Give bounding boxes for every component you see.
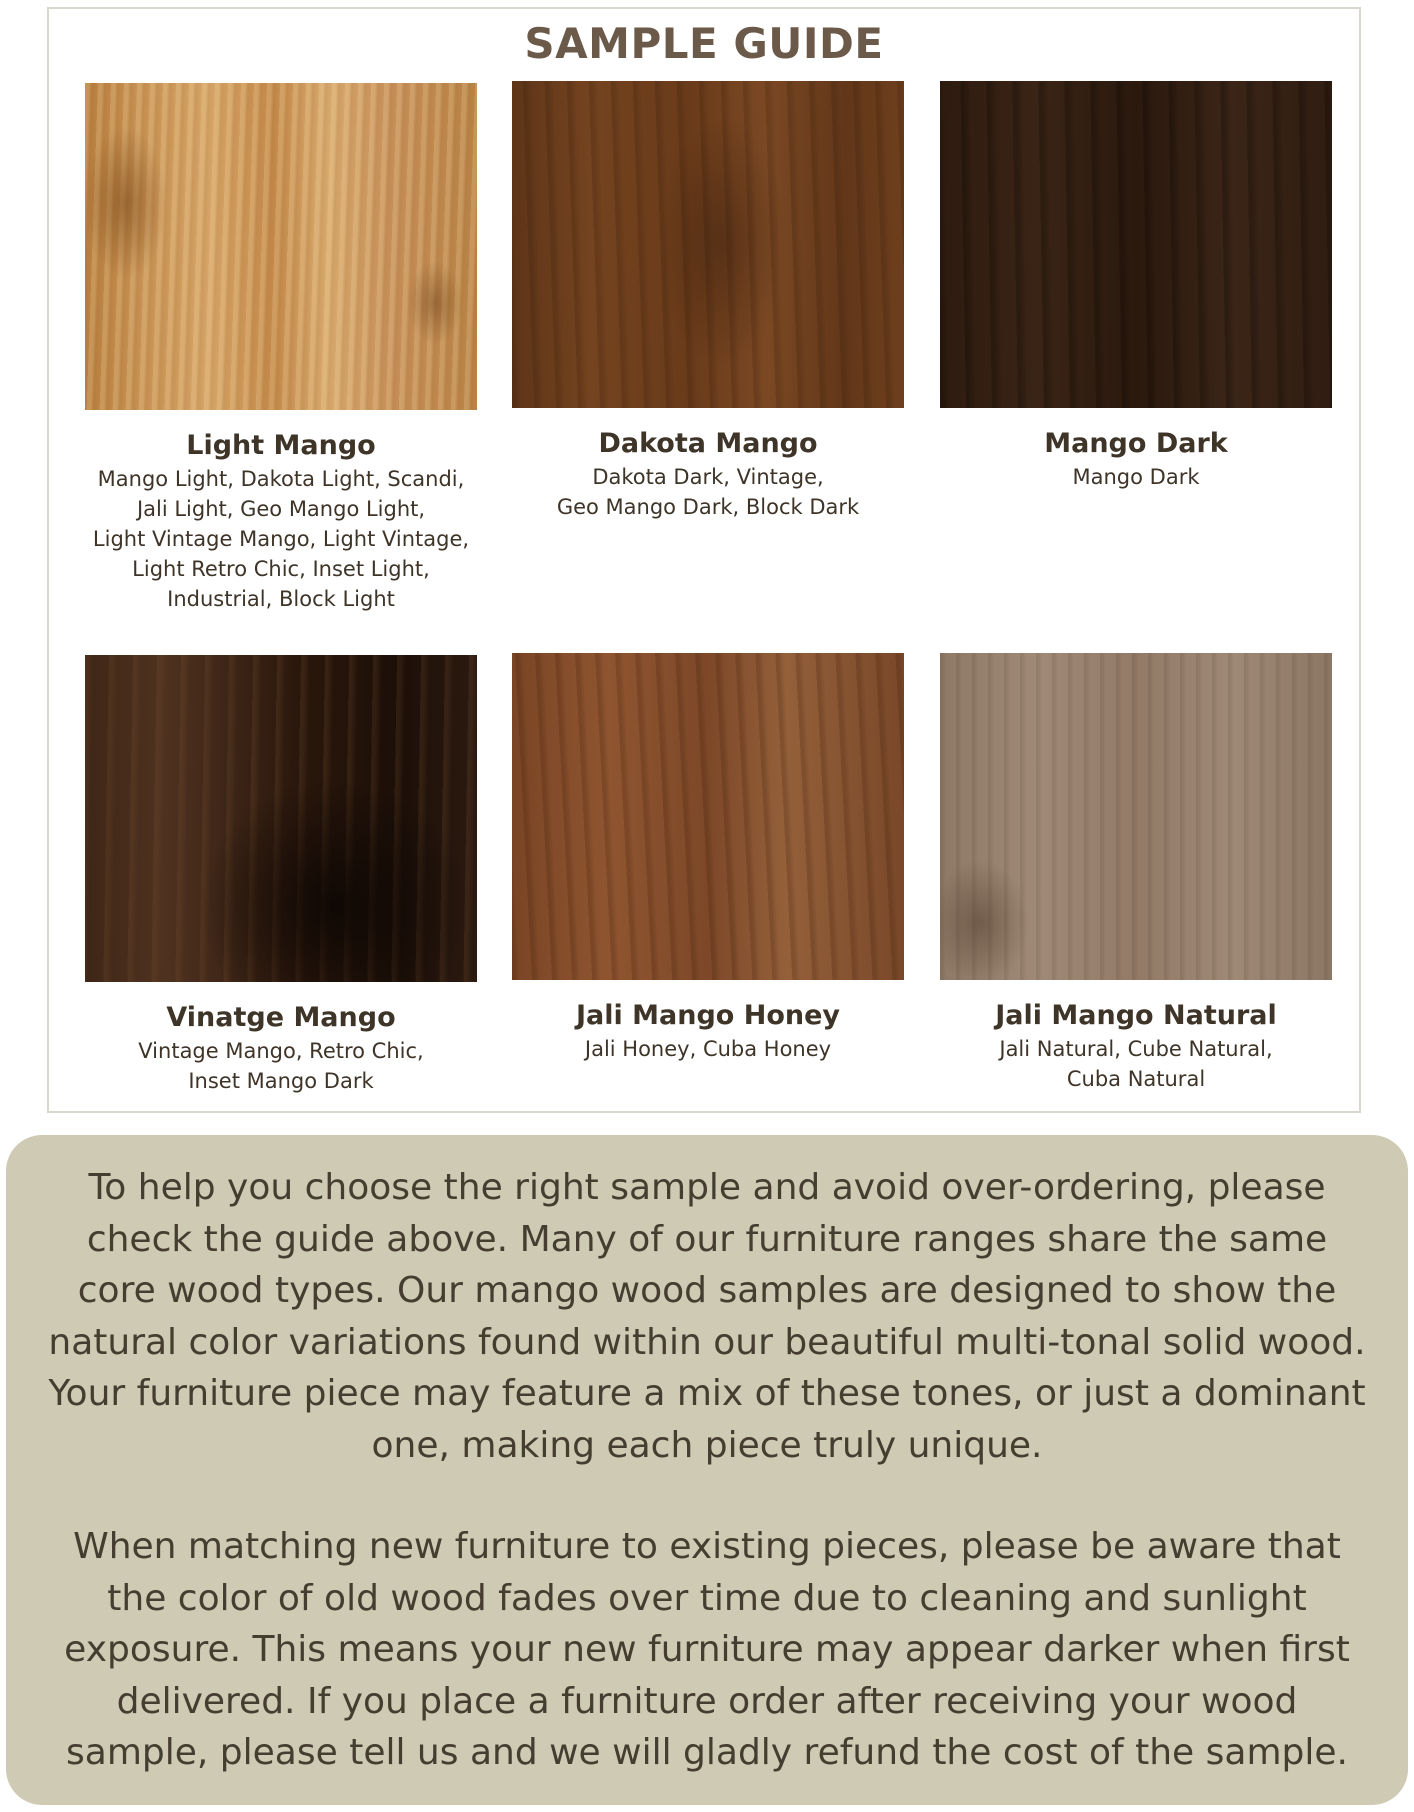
sample-jali-mango-honey [512, 653, 904, 1064]
wood-swatch-image [940, 81, 1332, 408]
wood-swatch-image [940, 653, 1332, 980]
sample-name: Dakota Mango [598, 428, 818, 459]
info-paragraph-matching-furniture: When matching new furniture to existing pieces, please be aware that the color of old wood fades over time due to cleaning and sunlight exposure. This means your new furniture may appear darker when first delivered. If you place a furniture order after receiving your wood sample, please tell us and we will gladly refund the cost of the sample. [64, 1526, 1350, 1773]
wood-swatch-image [85, 655, 477, 982]
sample-description: Mango Light, Dakota Light, Scandi, Jali Light, Geo Mango Light, Light Vintage Mango, Light Vintage, Light Retro Chic, Inset Light, Industrial, Block Light [92, 467, 470, 611]
sample-name: Mango Dark [1044, 428, 1228, 459]
wood-swatch-image [512, 653, 904, 980]
sample-guide-box [47, 7, 1361, 1113]
sample-mango-dark [940, 81, 1332, 492]
sample-description: Vintage Mango, Retro Chic, Inset Mango Dark [138, 1039, 424, 1093]
sample-description: Jali Honey, Cuba Honey [584, 1037, 832, 1061]
sample-dakota-mango [512, 81, 904, 522]
sample-light-mango [85, 83, 477, 614]
wood-swatch-image [512, 81, 904, 408]
sample-name: Vinatge Mango [166, 1002, 396, 1033]
info-paragraph-choose-sample: To help you choose the right sample and avoid over-ordering, please check the guide above. Many of our furniture ranges share the same core wood types. Our mango wood samples are designed to show the natural color variations found within our beautiful multi-tonal solid wood. Your furniture piece may feature a mix of these tones, or just a dominant one, making each piece truly unique. [48, 1167, 1366, 1466]
guide-title: SAMPLE GUIDE [524, 19, 884, 68]
sample-description: Mango Dark [1072, 465, 1200, 489]
sample-name: Light Mango [186, 430, 376, 461]
info-panel [6, 1135, 1408, 1805]
sample-description: Dakota Dark, Vintage, Geo Mango Dark, Block Dark [556, 465, 860, 519]
sample-jali-mango-natural [940, 653, 1332, 1094]
sample-description: Jali Natural, Cube Natural, Cuba Natural [999, 1037, 1273, 1091]
sample-name: Jali Mango Honey [575, 1000, 841, 1031]
sample-vintage-mango [85, 655, 477, 1096]
wood-swatch-image [85, 83, 477, 410]
sample-name: Jali Mango Natural [995, 1000, 1277, 1031]
